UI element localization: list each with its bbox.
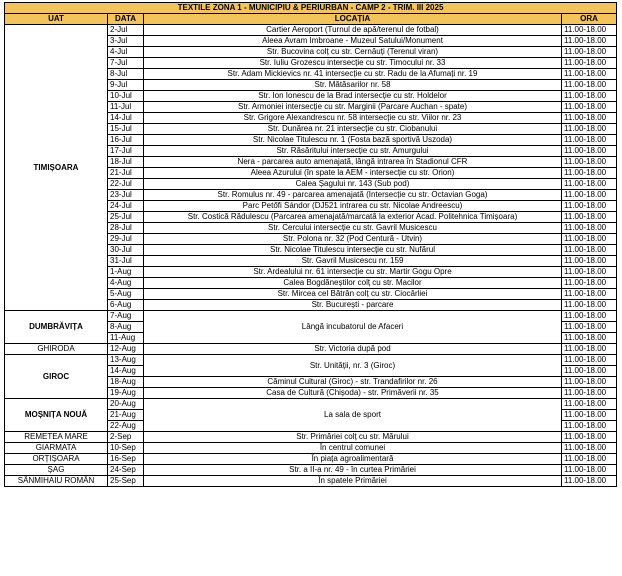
location-cell: Str. Primăriei colț cu str. Mărului xyxy=(144,432,562,443)
location-cell: Str. Ardealului nr. 61 intersecție cu str. Martir Gogu Opre xyxy=(144,267,562,278)
column-header-locatia: LOCAȚIA xyxy=(144,14,562,25)
date-cell: 23-Jul xyxy=(108,190,144,201)
table-row xyxy=(5,443,617,454)
date-cell: 12-Aug xyxy=(108,344,144,355)
time-cell: 11.00-18.00 xyxy=(562,476,617,487)
uat-cell: DUMBRĂVIȚA xyxy=(5,311,108,344)
date-cell: 5-Aug xyxy=(108,289,144,300)
date-cell: 21-Jul xyxy=(108,168,144,179)
date-cell: 19-Aug xyxy=(108,388,144,399)
location-cell: Str. Armoniei intersecție cu str. Marginii (Parcare Auchan - spate) xyxy=(144,102,562,113)
location-cell: Aleea Azurului (în spate la AEM - intersecție cu str. Orion) xyxy=(144,168,562,179)
date-cell: 25-Jul xyxy=(108,212,144,223)
time-cell: 11.00-18.00 xyxy=(562,443,617,454)
date-cell: 31-Jul xyxy=(108,256,144,267)
time-cell: 11.00-18.00 xyxy=(562,223,617,234)
date-cell: 20-Aug xyxy=(108,399,144,410)
schedule-body xyxy=(5,25,617,487)
date-cell: 13-Aug xyxy=(108,355,144,366)
time-cell: 11.00-18.00 xyxy=(562,410,617,421)
time-cell: 11.00-18.00 xyxy=(562,157,617,168)
location-cell: Căminul Cultural (Giroc) - str. Trandafirilor nr. 26 xyxy=(144,377,562,388)
date-cell: 14-Aug xyxy=(108,366,144,377)
time-cell: 11.00-18.00 xyxy=(562,267,617,278)
uat-cell: SÂNMIHAIU ROMÂN xyxy=(5,476,108,487)
location-cell: Str. Cercului intersecție cu str. Gavril Musicescu xyxy=(144,223,562,234)
time-cell: 11.00-18.00 xyxy=(562,300,617,311)
time-cell: 11.00-18.00 xyxy=(562,377,617,388)
time-cell: 11.00-18.00 xyxy=(562,333,617,344)
location-cell: Str. Nicolae Titulescu intersecție cu str. Nufărul xyxy=(144,245,562,256)
column-header-uat: UAT xyxy=(5,14,108,25)
time-cell: 11.00-18.00 xyxy=(562,168,617,179)
location-cell: Str. Gavril Musicescu nr. 159 xyxy=(144,256,562,267)
date-cell: 10-Jul xyxy=(108,91,144,102)
date-cell: 25-Sep xyxy=(108,476,144,487)
location-cell: Str. Adam Mickievics nr. 41 intersecție cu str. Radu de la Afumați nr. 19 xyxy=(144,69,562,80)
location-cell: Str. Ion Ionescu de la Brad intersecție cu str. Holdelor xyxy=(144,91,562,102)
time-cell: 11.00-18.00 xyxy=(562,113,617,124)
date-cell: 18-Jul xyxy=(108,157,144,168)
date-cell: 30-Jul xyxy=(108,245,144,256)
time-cell: 11.00-18.00 xyxy=(562,124,617,135)
location-cell: Casa de Cultură (Chișoda) - str. Primăverii nr. 35 xyxy=(144,388,562,399)
table-row xyxy=(5,476,617,487)
time-cell: 11.00-18.00 xyxy=(562,344,617,355)
date-cell: 28-Jul xyxy=(108,223,144,234)
time-cell: 11.00-18.00 xyxy=(562,102,617,113)
time-cell: 11.00-18.00 xyxy=(562,212,617,223)
date-cell: 16-Jul xyxy=(108,135,144,146)
time-cell: 11.00-18.00 xyxy=(562,421,617,432)
table-row xyxy=(5,311,617,322)
time-cell: 11.00-18.00 xyxy=(562,366,617,377)
location-cell: Calea Bogdăneștilor colț cu str. Macilor xyxy=(144,278,562,289)
location-cell: Cartier Aeroport (Turnul de apă/terenul de fotbal) xyxy=(144,25,562,36)
location-cell: La sala de sport xyxy=(144,399,562,432)
date-cell: 22-Jul xyxy=(108,179,144,190)
date-cell: 29-Jul xyxy=(108,234,144,245)
time-cell: 11.00-18.00 xyxy=(562,322,617,333)
location-cell: Calea Șagului nr. 143 (Sub pod) xyxy=(144,179,562,190)
location-cell: Lângă incubatorul de Afaceri xyxy=(144,311,562,344)
location-cell: Aleea Avram Imbroane - Muzeul Satului/Monument xyxy=(144,36,562,47)
time-cell: 11.00-18.00 xyxy=(562,201,617,212)
uat-cell: TIMIȘOARA xyxy=(5,25,108,311)
location-cell: Str. Mircea cel Bătrân colț cu str. Ciocârliei xyxy=(144,289,562,300)
uat-cell: MOȘNIȚA NOUĂ xyxy=(5,399,108,432)
date-cell: 10-Sep xyxy=(108,443,144,454)
time-cell: 11.00-18.00 xyxy=(562,454,617,465)
location-cell: Str. Unității, nr. 3 (Giroc) xyxy=(144,355,562,377)
date-cell: 22-Aug xyxy=(108,421,144,432)
time-cell: 11.00-18.00 xyxy=(562,388,617,399)
date-cell: 1-Aug xyxy=(108,267,144,278)
location-cell: Str. Răsăritului intersecție cu str. Amurgului xyxy=(144,146,562,157)
time-cell: 11.00-18.00 xyxy=(562,234,617,245)
location-cell: Nera - parcarea auto amenajată, lângă intrarea în Stadionul CFR xyxy=(144,157,562,168)
table-title: TEXTILE ZONA 1 - MUNICIPIU & PERIURBAN - CAMP 2 - TRIM. III 2025 xyxy=(5,3,617,14)
time-cell: 11.00-18.00 xyxy=(562,311,617,322)
date-cell: 17-Jul xyxy=(108,146,144,157)
location-cell: Parc Petőfi Sándor (DJ521 intrarea cu str. Nicolae Andreescu) xyxy=(144,201,562,212)
time-cell: 11.00-18.00 xyxy=(562,465,617,476)
date-cell: 7-Jul xyxy=(108,58,144,69)
date-cell: 18-Aug xyxy=(108,377,144,388)
column-header-data: DATA xyxy=(108,14,144,25)
date-cell: 24-Jul xyxy=(108,201,144,212)
table-row xyxy=(5,465,617,476)
date-cell: 24-Sep xyxy=(108,465,144,476)
location-cell: Str. Mătăsarilor nr. 58 xyxy=(144,80,562,91)
time-cell: 11.00-18.00 xyxy=(562,25,617,36)
time-cell: 11.00-18.00 xyxy=(562,36,617,47)
uat-cell: GHIRODA xyxy=(5,344,108,355)
location-cell: Str. a II-a nr. 49 - în curtea Primăriei xyxy=(144,465,562,476)
time-cell: 11.00-18.00 xyxy=(562,256,617,267)
date-cell: 9-Jul xyxy=(108,80,144,91)
uat-cell: GIARMATA xyxy=(5,443,108,454)
location-cell: Str. Victoria după pod xyxy=(144,344,562,355)
date-cell: 11-Aug xyxy=(108,333,144,344)
time-cell: 11.00-18.00 xyxy=(562,69,617,80)
date-cell: 4-Aug xyxy=(108,278,144,289)
location-cell: În centrul comunei xyxy=(144,443,562,454)
time-cell: 11.00-18.00 xyxy=(562,399,617,410)
date-cell: 6-Aug xyxy=(108,300,144,311)
date-cell: 2-Sep xyxy=(108,432,144,443)
location-cell: Str. Bucovina colț cu str. Cernăuți (Terenul viran) xyxy=(144,47,562,58)
time-cell: 11.00-18.00 xyxy=(562,289,617,300)
location-cell: Str. Iuliu Grozescu intersecție cu str. Timocului nr. 33 xyxy=(144,58,562,69)
date-cell: 11-Jul xyxy=(108,102,144,113)
schedule-table xyxy=(4,2,617,487)
table-row xyxy=(5,344,617,355)
location-cell: Str. București - parcare xyxy=(144,300,562,311)
date-cell: 14-Jul xyxy=(108,113,144,124)
column-header-ora: ORA xyxy=(562,14,617,25)
location-cell: În piața agroalimentară xyxy=(144,454,562,465)
table-row xyxy=(5,432,617,443)
table-row xyxy=(5,355,617,366)
time-cell: 11.00-18.00 xyxy=(562,278,617,289)
date-cell: 21-Aug xyxy=(108,410,144,421)
time-cell: 11.00-18.00 xyxy=(562,179,617,190)
date-cell: 15-Jul xyxy=(108,124,144,135)
time-cell: 11.00-18.00 xyxy=(562,80,617,91)
time-cell: 11.00-18.00 xyxy=(562,91,617,102)
date-cell: 8-Aug xyxy=(108,322,144,333)
location-cell: Str. Nicolae Titulescu nr. 1 (Fosta bază sportivă Uszoda) xyxy=(144,135,562,146)
uat-cell: REMETEA MARE xyxy=(5,432,108,443)
uat-cell: GIROC xyxy=(5,355,108,399)
location-cell: Str. Romulus nr. 49 - parcarea amenajată (Intersecție cu str. Octavian Goga) xyxy=(144,190,562,201)
location-cell: Str. Grigore Alexandrescu nr. 58 intersecție cu str. Viilor nr. 23 xyxy=(144,113,562,124)
table-row xyxy=(5,25,617,36)
date-cell: 3-Jul xyxy=(108,36,144,47)
location-cell: În spatele Primăriei xyxy=(144,476,562,487)
location-cell: Str. Dunărea nr. 21 intersecție cu str. Ciobanului xyxy=(144,124,562,135)
time-cell: 11.00-18.00 xyxy=(562,190,617,201)
time-cell: 11.00-18.00 xyxy=(562,432,617,443)
time-cell: 11.00-18.00 xyxy=(562,355,617,366)
date-cell: 4-Jul xyxy=(108,47,144,58)
date-cell: 2-Jul xyxy=(108,25,144,36)
time-cell: 11.00-18.00 xyxy=(562,245,617,256)
table-row xyxy=(5,399,617,410)
time-cell: 11.00-18.00 xyxy=(562,47,617,58)
time-cell: 11.00-18.00 xyxy=(562,146,617,157)
uat-cell: ORȚIȘOARA xyxy=(5,454,108,465)
table-row xyxy=(5,454,617,465)
uat-cell: ȘAG xyxy=(5,465,108,476)
date-cell: 8-Jul xyxy=(108,69,144,80)
location-cell: Str. Costică Rădulescu (Parcarea amenajată/marcată la exterior Acad. Politehnica Timișoara) xyxy=(144,212,562,223)
date-cell: 16-Sep xyxy=(108,454,144,465)
date-cell: 7-Aug xyxy=(108,311,144,322)
time-cell: 11.00-18.00 xyxy=(562,58,617,69)
location-cell: Str. Polona nr. 32 (Pod Centură - Utvin) xyxy=(144,234,562,245)
time-cell: 11.00-18.00 xyxy=(562,135,617,146)
